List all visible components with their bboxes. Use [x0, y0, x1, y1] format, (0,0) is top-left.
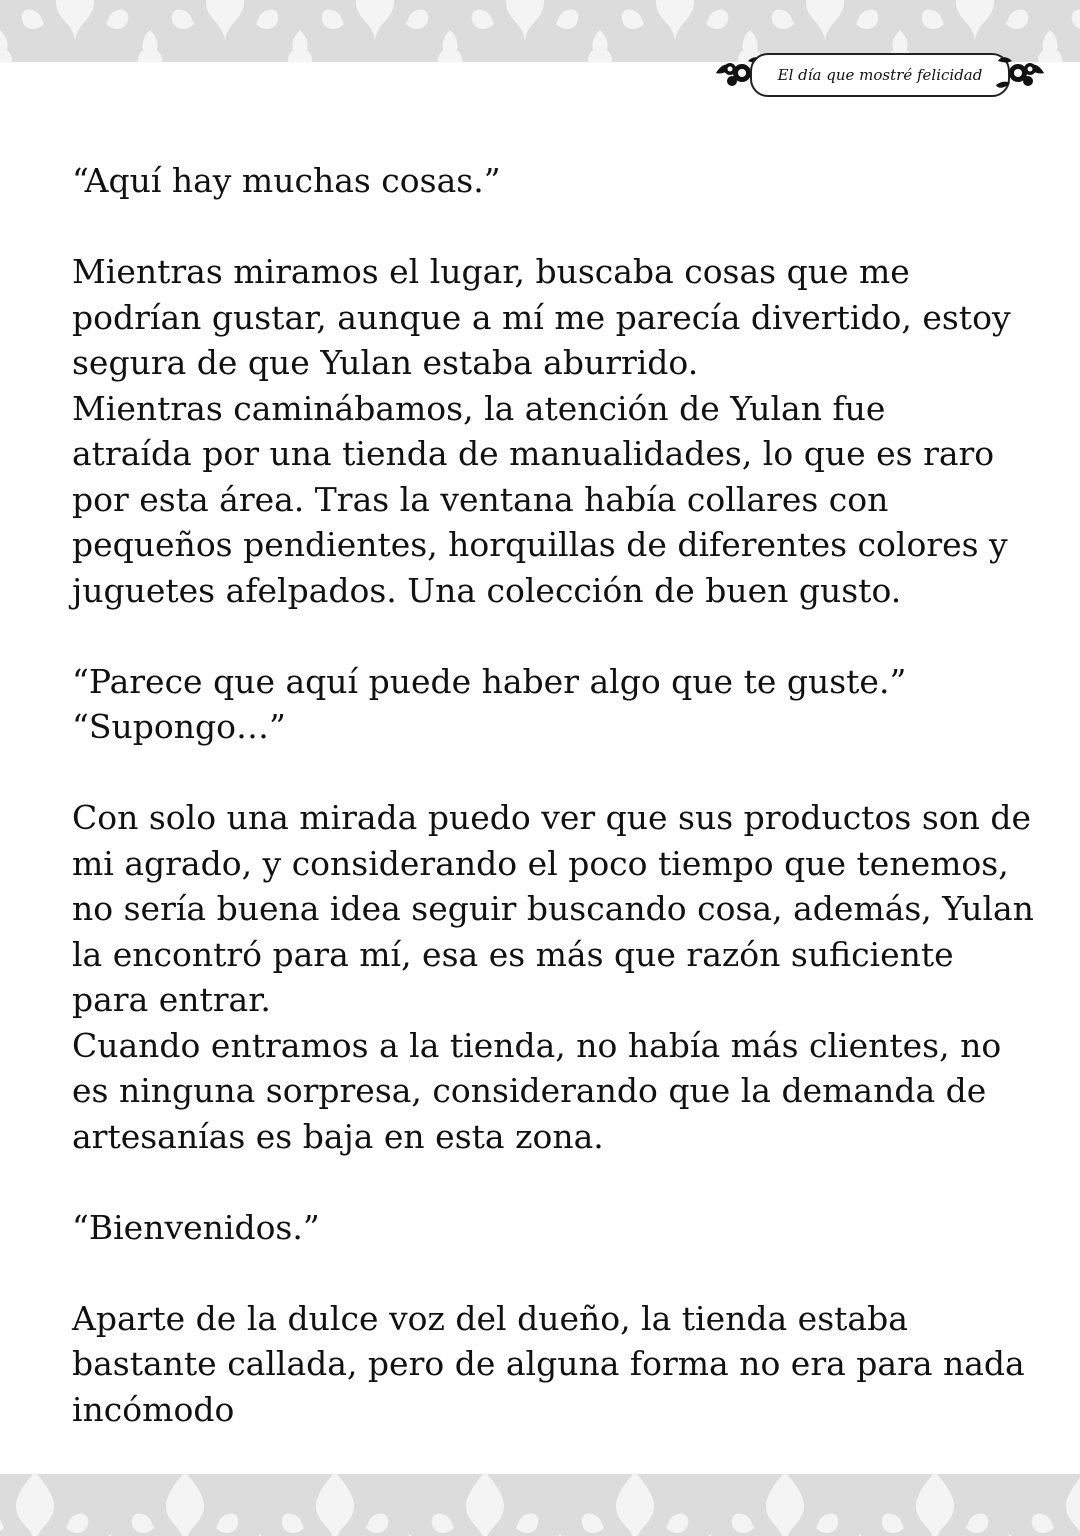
story-text: [72, 158, 1032, 1432]
text-line: la encontró para mí, esa es más que razón suficiente: [72, 934, 954, 974]
text-line: podrían gustar, aunque a mí me parecía divertido, estoy: [72, 297, 1011, 337]
text-line: “Parece que aquí puede haber algo que te guste.”: [72, 661, 907, 701]
text-line: no sería buena idea seguir buscando cosa, además, Yulan: [72, 889, 1034, 928]
text-line: Mientras caminábamos, la atención de Yulan fue: [72, 388, 886, 428]
text-line: atraída por una tienda de manualidades, lo que es raro: [72, 434, 995, 473]
text-line: Aparte de la dulce voz del dueño, la tienda estaba: [72, 1298, 908, 1338]
chapter-title-plate: [750, 53, 1010, 97]
text-line: “Bienvenidos.”: [72, 1207, 320, 1247]
text-line: es ninguna sorpresa, considerando que la demanda de: [72, 1071, 987, 1110]
text-line: mi agrado, y considerando el poco tiempo que tenemos,: [72, 843, 1009, 883]
chapter-title: El día que mostré felicidad: [777, 66, 983, 84]
text-line: por esta área. Tras la ventana había collares con: [72, 479, 889, 519]
text-line: segura de que Yulan estaba aburrido.: [72, 343, 699, 382]
paragraph-gap: [72, 1250, 1032, 1296]
paragraph-gap: [72, 204, 1032, 250]
text-line: incómodo: [72, 1389, 235, 1429]
text-line: Cuando entramos a la tienda, no había más clientes, no: [72, 1025, 1002, 1065]
text-line: “Supongo…”: [72, 707, 286, 746]
chapter-header: [714, 49, 1046, 99]
paragraph-gap: [72, 1159, 1032, 1205]
text-line: artesanías es baja en esta zona.: [72, 1116, 604, 1156]
bottom-damask-border: [0, 1474, 1080, 1536]
text-line: “Aquí hay muchas cosas.”: [72, 161, 501, 200]
text-line: juguetes afelpados. Una colección de buen gusto.: [72, 570, 902, 610]
rose-right-icon: [994, 49, 1046, 99]
text-line: bastante callada, pero de alguna forma no era para nada: [72, 1344, 1025, 1383]
text-line: Con solo una mirada puedo ver que sus productos son de: [72, 798, 1032, 837]
text-line: para entrar.: [72, 980, 271, 1019]
paragraph-gap: [72, 613, 1032, 659]
text-line: Mientras miramos el lugar, buscaba cosas que me: [72, 252, 910, 291]
paragraph-gap: [72, 750, 1032, 796]
text-line: pequeños pendientes, horquillas de diferentes colores y: [72, 525, 1008, 564]
